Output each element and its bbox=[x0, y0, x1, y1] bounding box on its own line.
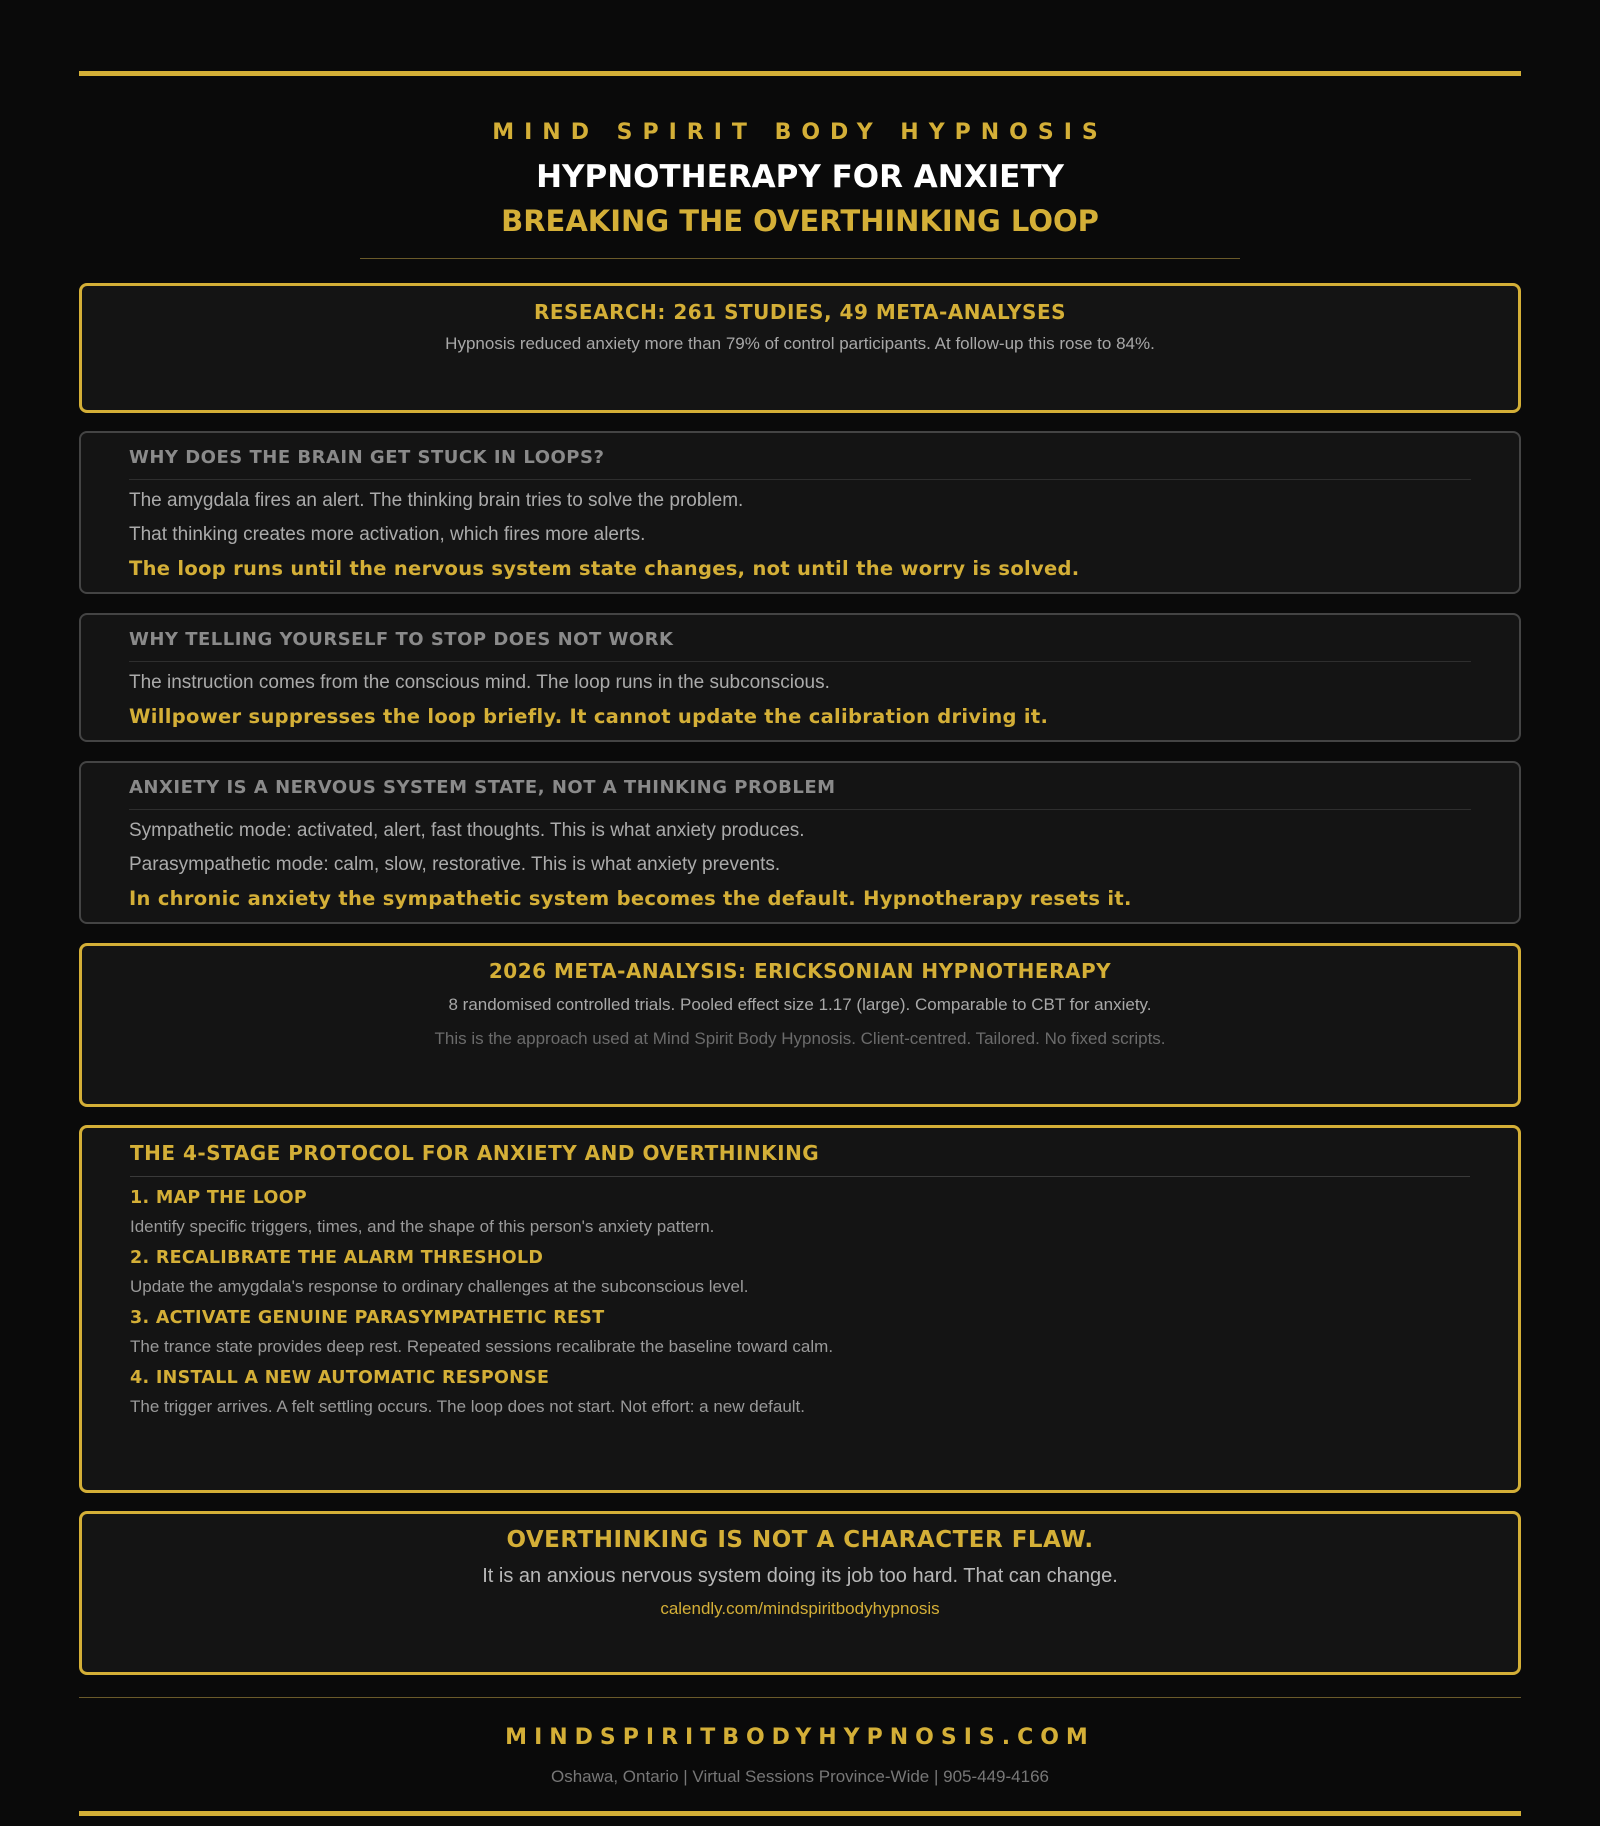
meta-analysis-note: This is the approach used at Mind Spirit Body Hypnosis. Client-centred. Tailored. No fixed scripts. bbox=[434, 1029, 1166, 1048]
state-card bbox=[79, 761, 1521, 924]
stop-line-1: The instruction comes from the conscious mind. The loop runs in the subconscious. bbox=[129, 672, 830, 693]
protocol-stage bbox=[82, 1245, 1518, 1300]
meta-analysis-text: 8 randomised controlled trials. Pooled effect size 1.17 (large). Comparable to CBT for anxiety. bbox=[448, 995, 1152, 1014]
footer-contact: Oshawa, Ontario | Virtual Sessions Province-Wide | 905-449-4166 bbox=[551, 1767, 1049, 1786]
stage-title: 3. ACTIVATE GENUINE PARASYMPATHETIC REST bbox=[130, 1308, 605, 1328]
stage-description: The trance state provides deep rest. Repeated sessions recalibrate the baseline toward calm. bbox=[130, 1337, 834, 1356]
footer-divider bbox=[79, 1697, 1521, 1698]
loops-divider bbox=[129, 479, 1471, 480]
stage-title: 4. INSTALL A NEW AUTOMATIC RESPONSE bbox=[130, 1368, 550, 1388]
stop-card bbox=[79, 613, 1521, 742]
stop-divider bbox=[129, 661, 1471, 662]
state-line-1: Sympathetic mode: activated, alert, fast thoughts. This is what anxiety produces. bbox=[129, 820, 805, 841]
brand-name: MIND SPIRIT BODY HYPNOSIS bbox=[492, 120, 1108, 145]
stage-description: Identify specific triggers, times, and the shape of this person's anxiety pattern. bbox=[130, 1217, 715, 1236]
protocol-divider bbox=[130, 1176, 1470, 1177]
stop-key-point: Willpower suppresses the loop briefly. It cannot update the calibration driving it. bbox=[129, 705, 1049, 728]
page-title: HYPNOTHERAPY FOR ANXIETY bbox=[536, 159, 1064, 195]
state-line-2: Parasympathetic mode: calm, slow, restorative. This is what anxiety prevents. bbox=[129, 854, 781, 875]
loops-key-point: The loop runs until the nervous system state changes, not until the worry is solved. bbox=[129, 557, 1080, 580]
loops-line-1: The amygdala fires an alert. The thinking brain tries to solve the problem. bbox=[129, 490, 744, 511]
stop-heading: WHY TELLING YOURSELF TO STOP DOES NOT WORK bbox=[129, 629, 674, 650]
page-subtitle: BREAKING THE OVERTHINKING LOOP bbox=[501, 204, 1099, 238]
loops-line-2: That thinking creates more activation, which fires more alerts. bbox=[129, 524, 646, 545]
stage-title: 1. MAP THE LOOP bbox=[130, 1188, 308, 1208]
stage-description: Update the amygdala's response to ordinary challenges at the subconscious level. bbox=[130, 1277, 749, 1296]
meta-analysis-card bbox=[79, 943, 1521, 1107]
research-card bbox=[79, 283, 1521, 413]
bottom-gold-rule bbox=[79, 1811, 1521, 1816]
protocol-card bbox=[79, 1125, 1521, 1493]
loops-heading: WHY DOES THE BRAIN GET STUCK IN LOOPS? bbox=[129, 447, 605, 468]
header bbox=[79, 76, 1521, 259]
loops-card bbox=[79, 431, 1521, 594]
protocol-stage bbox=[82, 1185, 1518, 1240]
research-title: RESEARCH: 261 STUDIES, 49 META-ANALYSES bbox=[533, 300, 1067, 324]
stage-description: The trigger arrives. A felt settling occurs. The loop does not start. Not effort: a new default. bbox=[130, 1397, 806, 1416]
stage-title: 2. RECALIBRATE THE ALARM THRESHOLD bbox=[130, 1248, 544, 1268]
state-heading: ANXIETY IS A NERVOUS SYSTEM STATE, NOT A THINKING PROBLEM bbox=[129, 777, 836, 798]
protocol-stage bbox=[82, 1365, 1518, 1420]
header-divider bbox=[360, 258, 1240, 259]
booking-link[interactable]: calendly.com/mindspiritbodyhypnosis bbox=[660, 1599, 940, 1618]
research-text: Hypnosis reduced anxiety more than 79% of control participants. At follow-up this rose to 84%. bbox=[445, 334, 1155, 353]
cta-card bbox=[79, 1511, 1521, 1675]
state-key-point: In chronic anxiety the sympathetic system becomes the default. Hypnotherapy resets it. bbox=[129, 887, 1132, 910]
meta-analysis-title: 2026 META-ANALYSIS: ERICKSONIAN HYPNOTHERAPY bbox=[488, 959, 1112, 983]
state-divider bbox=[129, 809, 1471, 810]
protocol-heading: THE 4-STAGE PROTOCOL FOR ANXIETY AND OVERTHINKING bbox=[130, 1141, 820, 1165]
cta-text: It is an anxious nervous system doing its job too hard. That can change. bbox=[482, 1565, 1118, 1587]
protocol-stage-list bbox=[82, 1185, 1518, 1420]
protocol-stage bbox=[82, 1305, 1518, 1360]
footer-website[interactable]: MINDSPIRITBODYHYPNOSIS.COM bbox=[505, 1725, 1095, 1750]
cta-title: OVERTHINKING IS NOT A CHARACTER FLAW. bbox=[506, 1527, 1094, 1553]
infographic-page bbox=[79, 71, 1521, 1786]
